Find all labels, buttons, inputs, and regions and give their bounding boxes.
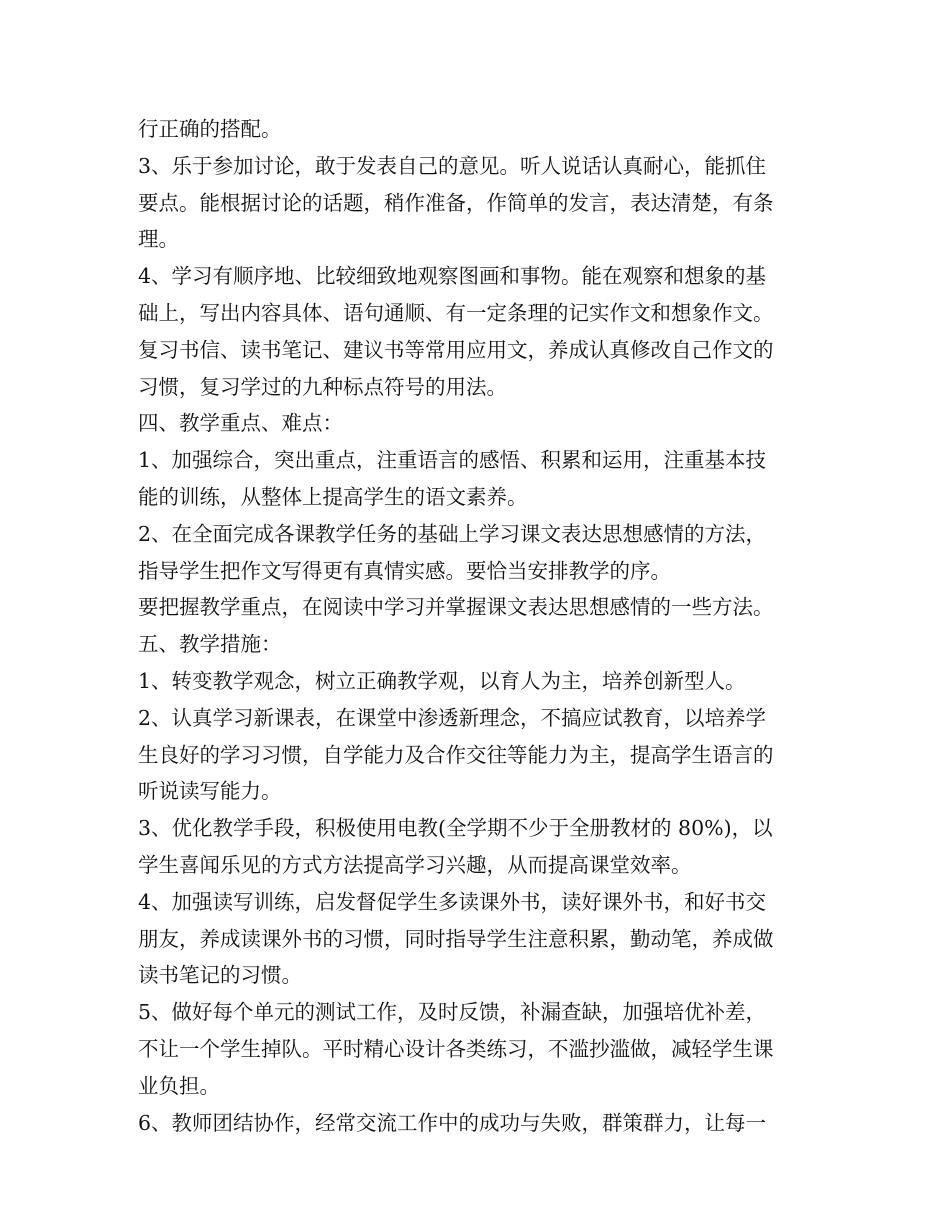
section-heading: 五、教学措施： (138, 632, 282, 657)
text-line: 要把握教学重点，在阅读中学习并掌握课文表达思想感情的一些方法。 (138, 595, 774, 620)
text-line: 行正确的搭配。 (138, 117, 282, 141)
text-line: 习惯，复习学过的九种标点符号的用法。 (138, 374, 507, 399)
text-line: 3、优化教学手段，积极使用电教(全学期不少于全册教材的 80%)，以 (138, 816, 773, 841)
text-line: 朋友，养成读课外书的习惯，同时指导学生注意积累，勤动笔，养成做 (138, 926, 774, 951)
text-line: 1、加强综合，突出重点，注重语言的感悟、积累和运用，注重基本技 (138, 448, 767, 473)
text-line: 2、认真学习新课表，在课堂中渗透新理念，不搞应试教育，以培养学 (138, 705, 767, 730)
section-heading: 四、教学重点、难点： (138, 411, 343, 436)
text-line: 要点。能根据讨论的话题，稍作准备，作简单的发言，表达清楚，有条 (138, 190, 774, 215)
text-line: 复习书信、读书笔记、建议书等常用应用文，养成认真修改自己作文的 (138, 337, 774, 362)
text-line: 能的训练，从整体上提高学生的语文素养。 (138, 484, 528, 509)
text-line: 读书笔记的习惯。 (138, 963, 302, 988)
text-line: 业负担。 (138, 1073, 220, 1098)
text-line: 理。 (138, 227, 179, 252)
text-line: 2、在全面完成各课教学任务的基础上学习课文表达思想感情的方法， (138, 521, 767, 546)
text-line: 听说读写能力。 (138, 779, 282, 804)
text-line: 5、做好每个单元的测试工作，及时反馈，补漏查缺，加强培优补差， (138, 1000, 767, 1025)
text-line: 4、学习有顺序地、比较细致地观察图画和事物。能在观察和想象的基 (138, 264, 767, 289)
text-line: 1、转变教学观念，树立正确教学观，以育人为主，培养创新型人。 (138, 668, 746, 693)
text-line: 础上，写出内容具体、语句通顺、有一定条理的记实作文和想象作文。 (138, 300, 774, 325)
text-line: 6、教师团结协作，经常交流工作中的成功与失败，群策群力，让每一 (138, 1110, 767, 1135)
text-line: 指导学生把作文写得更有真情实感。要恰当安排教学的序。 (138, 558, 671, 583)
text-line: 学生喜闻乐见的方式方法提高学习兴趣，从而提高课堂效率。 (138, 852, 692, 877)
text-line: 3、乐于参加讨论，敢于发表自己的意见。听人说话认真耐心，能抓住 (138, 153, 767, 178)
text-line: 生良好的学习习惯，自学能力及合作交往等能力为主，提高学生语言的 (138, 742, 774, 767)
text-line: 不让一个学生掉队。平时精心设计各类练习，不滥抄滥做，减轻学生课 (138, 1036, 774, 1061)
text-line: 4、加强读写训练，启发督促学生多读课外书，读好课外书，和好书交 (138, 889, 767, 914)
document-body (138, 111, 818, 1141)
